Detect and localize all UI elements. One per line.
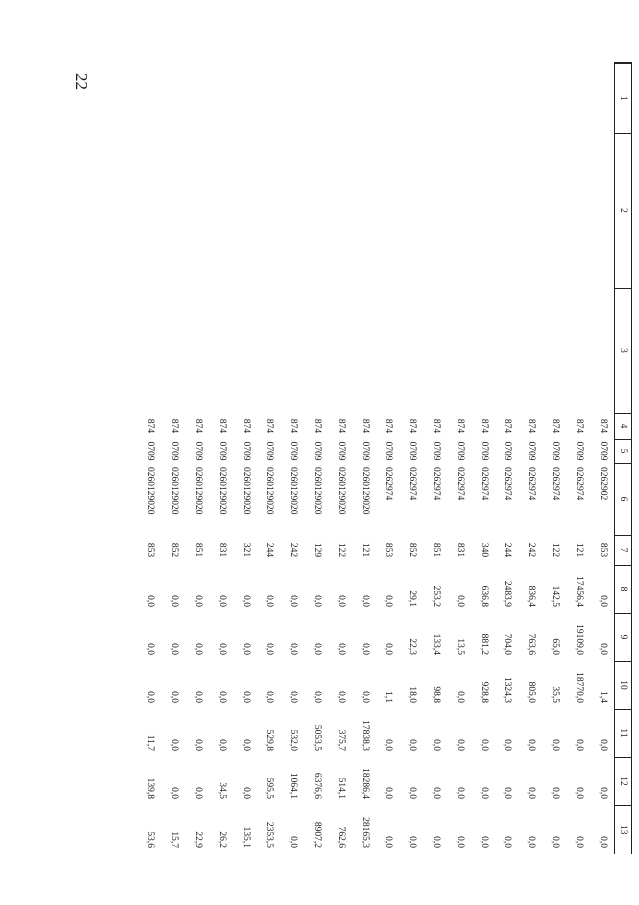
table-cell: 121 <box>573 542 584 558</box>
table-cell: 0,0 <box>454 787 465 799</box>
column-header-row <box>615 63 632 854</box>
table-cell: 0709 <box>478 441 489 461</box>
table-row <box>186 63 210 854</box>
column-header: 5 <box>615 439 632 463</box>
table-cell <box>281 63 305 133</box>
table-cell <box>400 133 424 288</box>
table-body <box>138 63 614 854</box>
table-row <box>566 63 590 854</box>
table-cell: 0,0 <box>526 836 537 848</box>
table-cell: 0,0 <box>383 739 394 751</box>
table-row <box>209 63 233 854</box>
table-cell: 0,0 <box>169 691 180 703</box>
table-cell <box>352 63 376 133</box>
table-cell: 1,1 <box>383 691 394 703</box>
table-cell <box>543 63 567 133</box>
table-cell: 5053,5 <box>312 724 323 751</box>
table-cell: 0,0 <box>216 739 227 751</box>
table-cell: 853 <box>145 542 156 558</box>
table-cell: 529,8 <box>264 729 275 751</box>
table-cell: 514,1 <box>335 777 346 799</box>
table-cell: 0,0 <box>240 691 251 703</box>
table-cell: 133,4 <box>431 633 442 655</box>
table-cell: 1064,1 <box>288 772 299 799</box>
table-cell: 0,0 <box>216 691 227 703</box>
table-cell <box>543 288 567 413</box>
table-cell: 0262974 <box>407 467 418 501</box>
table-cell <box>495 133 519 288</box>
table-cell: 762,6 <box>335 826 346 848</box>
table-cell <box>281 133 305 288</box>
table-cell: 0709 <box>264 441 275 461</box>
table-cell: 0,0 <box>169 643 180 655</box>
table-cell: 0,0 <box>216 595 227 607</box>
column-header: 12 <box>615 757 632 805</box>
table-row <box>543 63 567 854</box>
table-cell: 0,0 <box>216 643 227 655</box>
table-cell: 0,0 <box>145 643 156 655</box>
table-cell <box>138 63 162 133</box>
table-cell: 321 <box>240 542 251 558</box>
table-cell: 0,0 <box>526 739 537 751</box>
table-cell <box>447 288 471 413</box>
table-cell <box>543 133 567 288</box>
table-cell: 0,0 <box>454 595 465 607</box>
table-cell: 0709 <box>454 441 465 461</box>
table-cell: 852 <box>169 542 180 558</box>
table-cell: 17838,3 <box>359 720 370 751</box>
table-cell: 0,0 <box>359 643 370 655</box>
table-cell: 0,0 <box>169 739 180 751</box>
table-row <box>471 63 495 854</box>
table-cell <box>305 288 329 413</box>
table-cell: 0260129020 <box>359 467 370 515</box>
table-cell <box>519 133 543 288</box>
table-cell: 0,0 <box>288 691 299 703</box>
table-cell: 18286,4 <box>359 768 370 799</box>
table-cell: 0,0 <box>193 643 204 655</box>
table-cell <box>495 288 519 413</box>
table-cell: 874 <box>502 418 513 434</box>
table-cell <box>233 133 257 288</box>
table-row <box>328 63 352 854</box>
table-cell: 0,0 <box>145 691 156 703</box>
table-cell: 0260129020 <box>312 467 323 515</box>
table-cell: 0,0 <box>383 643 394 655</box>
table-cell: 0709 <box>550 441 561 461</box>
table-cell: 0,0 <box>312 691 323 703</box>
column-header: 6 <box>615 463 632 535</box>
table-row <box>233 63 257 854</box>
table-cell: 19109,0 <box>573 624 584 655</box>
column-header: 7 <box>615 535 632 565</box>
column-header: 3 <box>615 288 632 413</box>
table-cell <box>519 288 543 413</box>
table-cell: 0,0 <box>240 643 251 655</box>
table-cell <box>376 133 400 288</box>
table-cell: 244 <box>502 542 513 558</box>
table-cell: 0,0 <box>383 787 394 799</box>
table-cell: 0260129020 <box>193 467 204 515</box>
table-cell: 0262974 <box>383 467 394 501</box>
table-cell: 26,2 <box>216 831 227 848</box>
table-cell: 2483,9 <box>502 580 513 607</box>
table-cell <box>138 288 162 413</box>
table-row <box>162 63 186 854</box>
table-row <box>352 63 376 854</box>
table-cell: 0,0 <box>169 595 180 607</box>
table-cell: 0,0 <box>240 787 251 799</box>
table-cell: 244 <box>264 542 275 558</box>
table-cell: 874 <box>573 418 584 434</box>
column-header: 9 <box>615 613 632 661</box>
table-cell: 8907,2 <box>312 821 323 848</box>
table-cell <box>281 288 305 413</box>
table-cell: 142,5 <box>550 585 561 607</box>
column-header: 4 <box>615 413 632 439</box>
table-cell: 0,0 <box>288 643 299 655</box>
table-cell: 831 <box>216 542 227 558</box>
table-cell <box>352 133 376 288</box>
table-cell: 874 <box>216 418 227 434</box>
table-cell: 0,0 <box>335 643 346 655</box>
table-cell: 0,0 <box>502 739 513 751</box>
table-cell: 874 <box>145 418 156 434</box>
table-cell: 874 <box>454 418 465 434</box>
table-cell <box>162 288 186 413</box>
table-cell: 0709 <box>145 441 156 461</box>
table-cell: 11,7 <box>145 734 156 751</box>
table-cell: 874 <box>264 418 275 434</box>
table-cell: 53,6 <box>145 831 156 848</box>
table-cell: 6376,6 <box>312 772 323 799</box>
table-cell: 874 <box>240 418 251 434</box>
table-cell: 836,4 <box>526 585 537 607</box>
table-cell: 242 <box>526 542 537 558</box>
table-cell: 805,0 <box>526 681 537 703</box>
table-cell: 0709 <box>193 441 204 461</box>
table-cell: 0,0 <box>597 739 608 751</box>
table-cell: 0,0 <box>597 643 608 655</box>
table-cell: 0,0 <box>407 787 418 799</box>
table-cell <box>328 288 352 413</box>
table-cell: 874 <box>359 418 370 434</box>
table-cell: 874 <box>335 418 346 434</box>
table-cell: 0,0 <box>359 691 370 703</box>
table-cell: 0262974 <box>526 467 537 501</box>
table-cell: 0,0 <box>193 595 204 607</box>
table-cell <box>495 63 519 133</box>
table-row <box>138 63 162 854</box>
table-cell: 0709 <box>335 441 346 461</box>
table-cell <box>424 288 448 413</box>
table-cell: 0,0 <box>169 787 180 799</box>
table-cell <box>566 133 590 288</box>
table-cell: 874 <box>407 418 418 434</box>
table-cell: 0,0 <box>573 787 584 799</box>
table-cell: 0262974 <box>573 467 584 501</box>
table-cell: 0,0 <box>335 691 346 703</box>
table-cell: 0,0 <box>264 691 275 703</box>
table-cell: 375,7 <box>335 729 346 751</box>
table-cell <box>162 133 186 288</box>
table-cell: 874 <box>169 418 180 434</box>
table-cell: 0262902 <box>597 467 608 501</box>
table-cell: 0,0 <box>407 739 418 751</box>
table-cell: 65,0 <box>550 638 561 655</box>
table-cell: 0,0 <box>312 595 323 607</box>
table-cell <box>471 288 495 413</box>
table-cell: 0,0 <box>550 739 561 751</box>
table-cell: 853 <box>597 542 608 558</box>
table-cell <box>471 63 495 133</box>
table-cell: 0260129020 <box>145 467 156 515</box>
table-cell: 874 <box>312 418 323 434</box>
table-cell: 0,0 <box>359 595 370 607</box>
table-cell: 0,0 <box>573 836 584 848</box>
table-cell: 0,0 <box>288 836 299 848</box>
table-cell: 874 <box>550 418 561 434</box>
table-cell: 874 <box>526 418 537 434</box>
column-header: 1 <box>615 63 632 133</box>
table-cell: 15,7 <box>169 831 180 848</box>
table-cell: 704,0 <box>502 633 513 655</box>
table-cell: 831 <box>454 542 465 558</box>
table-cell <box>328 63 352 133</box>
table-row <box>590 63 614 854</box>
column-header: 10 <box>615 661 632 709</box>
table-cell <box>257 63 281 133</box>
table-cell <box>328 133 352 288</box>
table-cell: 0709 <box>312 441 323 461</box>
table-cell <box>162 63 186 133</box>
table-cell: 28165,3 <box>359 817 370 848</box>
table-cell: 0709 <box>431 441 442 461</box>
table-cell: 35,5 <box>550 686 561 703</box>
table-cell <box>566 63 590 133</box>
table-cell <box>352 288 376 413</box>
table-cell <box>447 63 471 133</box>
table-cell: 18770,0 <box>573 672 584 703</box>
table-cell <box>471 133 495 288</box>
table-cell: 0,0 <box>193 787 204 799</box>
table-cell: 0709 <box>597 441 608 461</box>
table-cell: 0,0 <box>502 836 513 848</box>
table-cell: 0,0 <box>407 836 418 848</box>
table-cell: 0,0 <box>335 595 346 607</box>
budget-table <box>138 62 632 854</box>
table-cell: 0262974 <box>502 467 513 501</box>
table-row <box>495 63 519 854</box>
table-cell: 532,0 <box>288 729 299 751</box>
table-cell: 0262974 <box>431 467 442 501</box>
table-cell: 874 <box>478 418 489 434</box>
table-cell <box>424 63 448 133</box>
table-cell: 22,9 <box>193 831 204 848</box>
table-cell <box>566 288 590 413</box>
table-cell <box>257 288 281 413</box>
table-cell: 0262974 <box>478 467 489 501</box>
table-cell: 0,0 <box>240 595 251 607</box>
table-cell: 122 <box>550 542 561 558</box>
table-cell <box>447 133 471 288</box>
table-cell: 0709 <box>288 441 299 461</box>
column-header: 8 <box>615 565 632 613</box>
table-cell <box>590 63 614 133</box>
table-cell: 881,2 <box>478 633 489 655</box>
table-cell: 1324,3 <box>502 676 513 703</box>
table-cell: 0709 <box>240 441 251 461</box>
table-cell: 0,0 <box>383 836 394 848</box>
table-cell: 0260129020 <box>288 467 299 515</box>
table-cell: 763,6 <box>526 633 537 655</box>
table-cell: 874 <box>597 418 608 434</box>
table-cell: 0,0 <box>431 787 442 799</box>
table-cell: 139,8 <box>145 777 156 799</box>
table-cell: 874 <box>288 418 299 434</box>
table-cell: 0,0 <box>288 595 299 607</box>
table-row <box>376 63 400 854</box>
table-cell <box>400 288 424 413</box>
table-cell: 0,0 <box>145 595 156 607</box>
table-cell: 0,0 <box>573 739 584 751</box>
table-cell <box>209 133 233 288</box>
table-cell: 17456,4 <box>573 576 584 607</box>
table-cell: 0,0 <box>454 739 465 751</box>
table-cell <box>400 63 424 133</box>
table-cell: 0,0 <box>550 836 561 848</box>
table-cell: 0,0 <box>312 643 323 655</box>
table-cell: 1,4 <box>597 691 608 703</box>
table-cell: 874 <box>383 418 394 434</box>
column-header: 13 <box>615 805 632 854</box>
table-row <box>305 63 329 854</box>
table-cell <box>519 63 543 133</box>
table-cell: 851 <box>431 542 442 558</box>
table-cell: 129 <box>312 542 323 558</box>
table-cell: 0,0 <box>264 595 275 607</box>
table-cell: 0709 <box>383 441 394 461</box>
table-cell: 121 <box>359 542 370 558</box>
table-cell: 595,5 <box>264 777 275 799</box>
table-cell: 0,0 <box>193 691 204 703</box>
table-cell: 0260129020 <box>240 467 251 515</box>
table-cell: 0,0 <box>264 643 275 655</box>
table-cell: 874 <box>193 418 204 434</box>
table-cell: 0709 <box>573 441 584 461</box>
table-cell: 0,0 <box>383 595 394 607</box>
table-cell: 874 <box>431 418 442 434</box>
rotated-table-container <box>112 62 632 848</box>
table-cell: 0,0 <box>193 739 204 751</box>
table-cell: 0,0 <box>431 739 442 751</box>
table-cell: 0709 <box>169 441 180 461</box>
table-cell: 22,3 <box>407 638 418 655</box>
table-row <box>447 63 471 854</box>
table-cell: 34,5 <box>216 782 227 799</box>
table-cell: 29,1 <box>407 590 418 607</box>
table-row <box>519 63 543 854</box>
table-cell: 0262974 <box>550 467 561 501</box>
table-cell: 0260129020 <box>264 467 275 515</box>
table-cell: 0,0 <box>597 836 608 848</box>
table-cell: 0,0 <box>454 691 465 703</box>
table-cell: 0709 <box>216 441 227 461</box>
table-cell: 0,0 <box>454 836 465 848</box>
table-row <box>281 63 305 854</box>
table-cell: 0,0 <box>597 595 608 607</box>
table-cell <box>233 63 257 133</box>
table-cell: 0709 <box>526 441 537 461</box>
table-cell: 636,8 <box>478 585 489 607</box>
column-header: 11 <box>615 709 632 757</box>
table-cell: 0,0 <box>431 836 442 848</box>
table-cell: 0709 <box>502 441 513 461</box>
page-number: 22 <box>72 73 91 90</box>
table-cell: 18,0 <box>407 686 418 703</box>
table-cell <box>257 133 281 288</box>
table-row <box>424 63 448 854</box>
table-cell <box>590 288 614 413</box>
table-cell: 0,0 <box>478 739 489 751</box>
column-header: 2 <box>615 133 632 288</box>
table-cell: 0260129020 <box>335 467 346 515</box>
table-cell <box>233 288 257 413</box>
table-cell: 0,0 <box>478 836 489 848</box>
table-cell <box>186 63 210 133</box>
table-cell: 0,0 <box>550 787 561 799</box>
table-cell: 851 <box>193 542 204 558</box>
table-cell: 242 <box>288 542 299 558</box>
table-row <box>400 63 424 854</box>
table-cell: 0,0 <box>240 739 251 751</box>
table-cell: 0709 <box>407 441 418 461</box>
table-cell: 0260129020 <box>216 467 227 515</box>
table-cell: 0709 <box>359 441 370 461</box>
table-cell <box>376 63 400 133</box>
table-cell: 340 <box>478 542 489 558</box>
table-cell: 2353,5 <box>264 821 275 848</box>
table-cell <box>209 288 233 413</box>
table-cell: 13,5 <box>454 638 465 655</box>
table-cell: 853 <box>383 542 394 558</box>
table-cell <box>186 133 210 288</box>
table-cell <box>305 133 329 288</box>
table-cell: 0,0 <box>502 787 513 799</box>
table-cell: 0262974 <box>454 467 465 501</box>
table-cell: 0,0 <box>526 787 537 799</box>
table-cell <box>305 63 329 133</box>
table-cell <box>590 133 614 288</box>
table-cell <box>424 133 448 288</box>
table-cell: 135,1 <box>240 826 251 848</box>
table-cell: 0,0 <box>597 787 608 799</box>
table-cell: 0,0 <box>478 787 489 799</box>
table-cell <box>138 133 162 288</box>
table-cell: 928,8 <box>478 681 489 703</box>
table-cell <box>186 288 210 413</box>
table-cell: 0260129020 <box>169 467 180 515</box>
table-cell <box>376 288 400 413</box>
table-cell <box>209 63 233 133</box>
table-cell: 98,8 <box>431 686 442 703</box>
table-cell: 122 <box>335 542 346 558</box>
table-cell: 253,2 <box>431 585 442 607</box>
table-cell: 852 <box>407 542 418 558</box>
table-row <box>257 63 281 854</box>
